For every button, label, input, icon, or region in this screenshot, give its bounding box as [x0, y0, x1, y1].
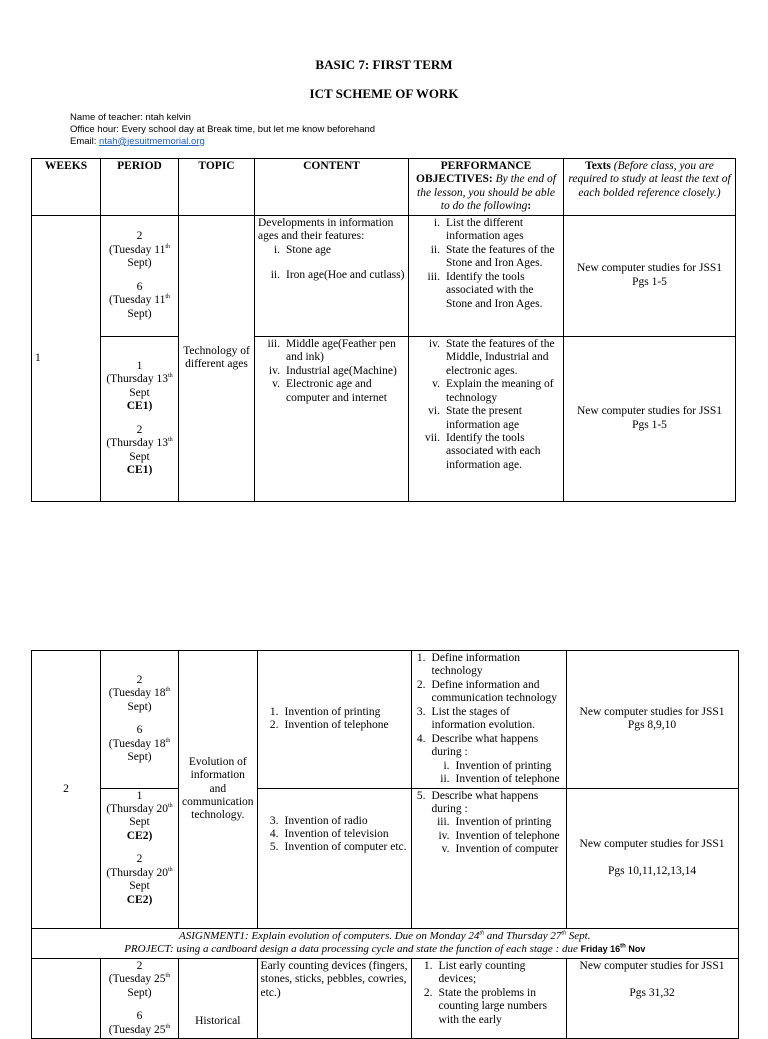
week-number	[32, 959, 101, 1039]
week-number: 1	[32, 215, 101, 501]
scheme-table-week1	[31, 158, 736, 502]
list-item: vi. State the present information age	[428, 405, 523, 431]
list-item: iii. Middle age(Feather pen and ink)	[267, 337, 396, 364]
list-item: 4. Invention of television	[269, 827, 389, 840]
period-cell: 2 (Tuesday 18th Sept) 6 (Tuesday 18th Sept)	[101, 651, 179, 789]
header-weeks: WEEKS	[32, 159, 101, 216]
texts-cell: New computer studies for JSS1 Pgs 1-5	[564, 215, 736, 336]
list-item: 3. List the stages of information evolution.	[416, 705, 536, 732]
content-cell: Developments in information ages and their features: i. Stone age ii. Iron age(Hoe and cutlass)	[255, 215, 409, 336]
assignment-text: ASIGNMENT1: Explain evolution of computers. Due on Monday 24th and Thursday 27th Sept.	[179, 929, 591, 942]
texts-cell: New computer studies for JSS1 Pgs 1-5	[564, 336, 736, 501]
list-item: iv. State the features of the Middle, Industrial and electronic ages.	[428, 337, 555, 377]
content-cell	[257, 788, 411, 928]
table-row	[32, 788, 739, 928]
list-item: vii. Identify the tools associated with each information age.	[424, 431, 541, 471]
list-item: i. List the different information ages	[433, 216, 524, 243]
assignment-row	[32, 928, 739, 959]
header-content: CONTENT	[255, 159, 409, 216]
project-text: PROJECT: using a cardboard design a data processing cycle and state the function of each stage : due Friday 16th Nov	[124, 943, 646, 956]
list-item: 1. Define information technology	[416, 652, 521, 678]
period-cell: 1 (Thursday 20th Sept CE2) 2 (Thursday 20th Sept CE2)	[101, 788, 179, 928]
email-line	[70, 136, 375, 148]
header-texts: Texts (Before class, you are required to study at least the text of each bolded reference closely.)	[564, 159, 736, 216]
list-item: 2. State the problems in counting large numbers with the early	[423, 986, 547, 1026]
objectives-cell	[409, 215, 564, 336]
objectives-cell	[409, 336, 564, 501]
content-cell	[257, 651, 411, 789]
teacher-info	[70, 112, 375, 148]
list-item: iv. Industrial age(Machine)	[268, 364, 397, 377]
list-item: 1. List early counting devices;	[423, 960, 526, 986]
assignment-cell	[32, 928, 739, 959]
list-item: 5. Describe what happens during :	[416, 789, 539, 815]
list-item: ii. Iron age(Hoe and cutlass)	[270, 269, 405, 282]
list-item: iii. Invention of printing	[437, 816, 552, 829]
list-item: v. Invention of computer	[441, 843, 559, 856]
list-item: 2. Define information and communication technology	[416, 678, 558, 705]
scheme-table-week2	[31, 650, 739, 1039]
document-title: BASIC 7: FIRST TERM	[315, 57, 453, 72]
table-row	[32, 336, 736, 501]
period-cell: 1 (Thursday 13th Sept CE1) 2 (Thursday 13th Sept CE1)	[101, 336, 179, 501]
list-item: 3. Invention of radio	[269, 814, 368, 827]
week-number: 2	[32, 651, 101, 929]
topic-cell: Evolution of information and communication technology.	[179, 651, 258, 929]
list-item: v. Electronic age and computer and internet	[272, 378, 387, 404]
header-performance: PERFORMANCE OBJECTIVES: By the end of the lesson, you should be able to do the following:	[409, 159, 564, 216]
texts-cell: New computer studies for JSS1 Pgs 8,9,10	[566, 651, 738, 789]
list-item: i. Stone age	[273, 243, 332, 256]
period-cell: 2 (Tuesday 11th Sept) 6 (Tuesday 11th Sept)	[101, 215, 179, 336]
period-cell: 2 (Tuesday 25th Sept) 6 (Tuesday 25th	[101, 959, 179, 1039]
content-cell: Early counting devices (fingers, stones, sticks, pebbles, cowries, etc.)	[257, 959, 411, 1039]
list-item: i. Invention of printing	[443, 759, 552, 772]
content-cell	[255, 336, 409, 501]
table-row	[32, 959, 739, 1039]
table-row	[32, 651, 739, 789]
table-row	[32, 215, 736, 336]
topic-cell: Historical	[179, 959, 258, 1039]
header-period: PERIOD	[101, 159, 179, 216]
list-item: 5. Invention of computer etc.	[269, 841, 407, 854]
texts-cell: New computer studies for JSS1 Pgs 10,11,12,13,14	[566, 788, 738, 928]
header-topic: TOPIC	[179, 159, 255, 216]
objectives-cell	[411, 959, 566, 1039]
objectives-cell	[411, 651, 566, 789]
email-link[interactable]: ntah@jesuitmemorial.org	[99, 135, 205, 147]
list-item: ii. State the features of the Stone and Iron Ages.	[430, 243, 555, 270]
table-header-row	[32, 159, 736, 216]
list-item: v. Explain the meaning of technology	[432, 378, 554, 404]
list-item: iv. Invention of telephone	[438, 829, 560, 842]
list-item: ii. Invention of telephone	[440, 773, 560, 786]
list-item: 4. Describe what happens during :	[416, 732, 539, 759]
teacher-name: Name of teacher: ntah kelvin	[70, 112, 191, 123]
email-label: Email:	[70, 135, 100, 147]
office-hour: Office hour: Every school day at Break time, but let me know beforehand	[70, 123, 376, 135]
objectives-cell	[411, 788, 566, 928]
topic-cell: Technology of different ages	[179, 215, 255, 501]
list-item: 2. Invention of telephone	[269, 719, 389, 732]
list-item: 1. Invention of printing	[269, 705, 381, 718]
texts-cell: New computer studies for JSS1 Pgs 31,32	[566, 959, 738, 1039]
document-subtitle: ICT SCHEME OF WORK	[309, 86, 459, 101]
list-item: iii. Identify the tools associated with the Stone and Iron Ages.	[427, 270, 543, 310]
